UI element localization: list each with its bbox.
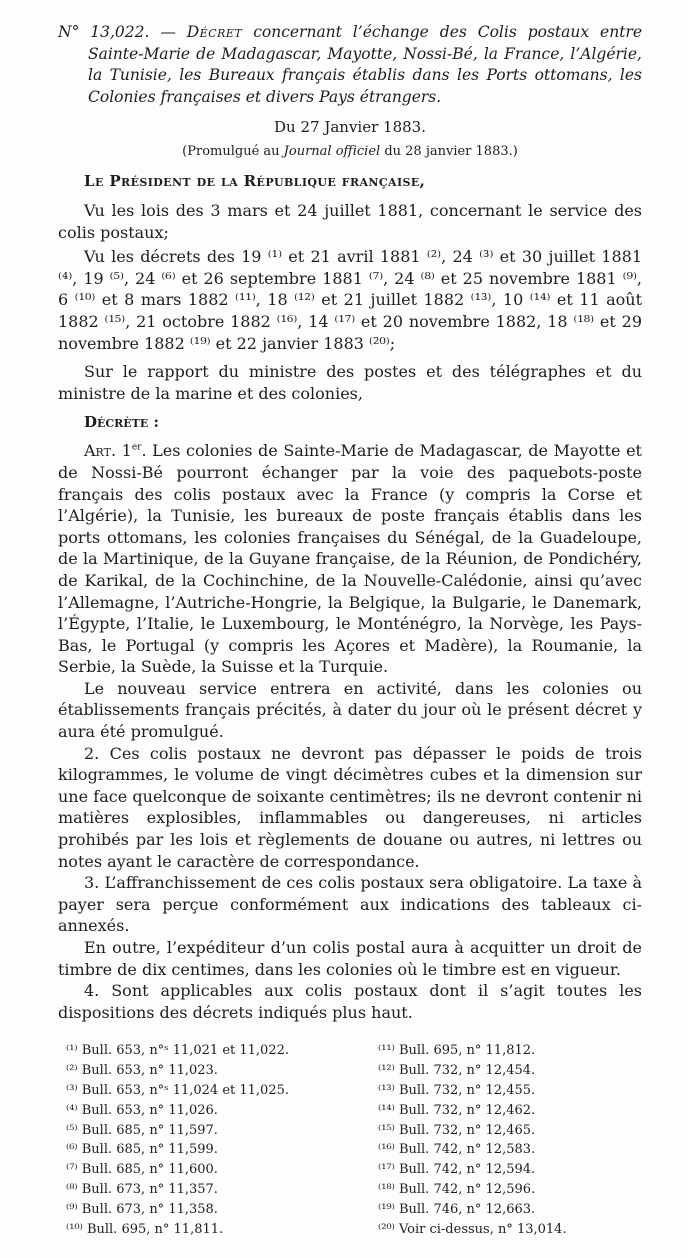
footnote-item: ⁽¹⁶⁾ Bull. 742, n° 12,583. bbox=[378, 1142, 536, 1158]
footnotes bbox=[58, 1041, 642, 1239]
date-line: Du 27 Janvier 1883. bbox=[274, 118, 426, 136]
decree-number: N° 13,022. bbox=[58, 23, 150, 41]
footnote-item: ⁽⁸⁾ Bull. 673, n° 11,357. bbox=[66, 1181, 218, 1197]
article-1-text: . Les colonies de Sainte-Marie de Madagascar, de Mayotte et de Nossi-Bé pourront échanger par la voie des paquebots-poste français des colis postaux avec la France (y compris la Corse et l’Algérie), la Tunisie, les bureaux de poste français établis dans les ports ottomans, les colonies françaises du Sénégal, de la Guadeloupe, de la Martinique, de la Guyane française, de la Réunion, de Pondichéry, de Karikal, de la Cochinchine, de la Nouvelle-Calédonie, ainsi qu’avec l’Allemagne, l’Autriche-Hongrie, la Belgique, la Bulgarie, le Danemark, l’Égypte, l’Italie, le Luxembourg, le Monténégro, la Norvège, les Pays-Bas, le Portugal (y compris les Açores et Madère), la Roumanie, la Serbie, la Suède, la Suisse et la Turquie. bbox=[58, 441, 642, 677]
article-1-label: Art. 1 bbox=[84, 441, 132, 461]
paragraph-article-3: 3. L’affranchissement de ces colis postaux sera obligatoire. La taxe à payer sera perçue conformément aux indications des tableaux ci-annexés. bbox=[58, 873, 642, 936]
header-dash: — bbox=[149, 23, 187, 41]
footnotes-left-column bbox=[58, 1041, 366, 1239]
footnote-item: ⁽¹⁴⁾ Bull. 732, n° 12,462. bbox=[378, 1102, 536, 1118]
president-salutation: Le Président de la République française, bbox=[84, 172, 426, 190]
footnote-item: ⁽¹⁷⁾ Bull. 742, n° 12,594. bbox=[378, 1162, 536, 1178]
footnote-item: ⁽¹⁹⁾ Bull. 746, n° 12,663. bbox=[378, 1201, 536, 1217]
paragraph-rapport: Sur le rapport du ministre des postes et des télégraphes et du ministre de la marine et des colonies, bbox=[58, 362, 642, 403]
paragraph-vu-lois: Vu les lois des 3 mars et 24 juillet 1881, concernant le service des colis postaux; bbox=[58, 201, 642, 242]
decree-keyword: Décret bbox=[186, 23, 243, 41]
footnote-item: ⁽⁹⁾ Bull. 673, n° 11,358. bbox=[66, 1201, 218, 1217]
footnote-item: ⁽²⁰⁾ Voir ci-dessus, n° 13,014. bbox=[378, 1221, 567, 1237]
decree-title: concernant l’échange des Colis postaux entre Sainte-Marie de Madagascar, Mayotte, Nossi-Bé, la France, l’Algérie, la Tunisie, les Bureaux français établis dans les Ports ottomans, les Colonies françaises et divers Pays étrangers. bbox=[88, 23, 643, 106]
footnote-item: ⁽¹⁾ Bull. 653, n°ˢ 11,021 et 11,022. bbox=[66, 1043, 289, 1059]
footnote-item: ⁽¹²⁾ Bull. 732, n° 12,454. bbox=[378, 1063, 536, 1079]
footnote-item: ⁽³⁾ Bull. 653, n°ˢ 11,024 et 11,025. bbox=[66, 1082, 289, 1098]
decree-header bbox=[58, 22, 642, 108]
footnote-item: ⁽⁴⁾ Bull. 653, n° 11,026. bbox=[66, 1102, 218, 1118]
footnote-item: ⁽¹⁰⁾ Bull. 695, n° 11,811. bbox=[66, 1221, 224, 1237]
footnote-item: ⁽⁷⁾ Bull. 685, n° 11,600. bbox=[66, 1162, 218, 1178]
footnote-item: ⁽¹⁵⁾ Bull. 732, n° 12,465. bbox=[378, 1122, 536, 1138]
paragraph-article-2: 2. Ces colis postaux ne devront pas dépasser le poids de trois kilogrammes, le volume de vingt décimètres cubes et la dimension sur une face quelconque de soixante centimètres; ils ne devront contenir ni matières explosibles, inflammables ou dangereuses, ni articles prohibés par les lois et règlements de douane ou autres, ni lettres ou notes ayant le caractère de correspondance. bbox=[58, 743, 642, 871]
paragraph-en-outre: En outre, l’expéditeur d’un colis postal aura à acquitter un droit de timbre de dix centimes, dans les colonies où le timbre est en vigueur. bbox=[58, 938, 642, 979]
footnote-item: ⁽¹¹⁾ Bull. 695, n° 11,812. bbox=[378, 1043, 536, 1059]
promulgation-prefix: (Promulgué au bbox=[182, 144, 284, 159]
journal-officiel-reference: Journal officiel bbox=[283, 144, 381, 159]
footnote-item: ⁽¹⁸⁾ Bull. 742, n° 12,596. bbox=[378, 1181, 536, 1197]
footnote-item: ⁽⁵⁾ Bull. 685, n° 11,597. bbox=[66, 1122, 218, 1138]
footnote-item: ⁽²⁾ Bull. 653, n° 11,023. bbox=[66, 1063, 218, 1079]
footnotes-right-column bbox=[366, 1041, 642, 1239]
paragraph-article-1 bbox=[58, 440, 642, 678]
footnote-item: ⁽⁶⁾ Bull. 685, n° 11,599. bbox=[66, 1142, 218, 1158]
paragraph-article-4: 4. Sont applicables aux colis postaux dont il s’agit toutes les dispositions des décrets indiqués plus haut. bbox=[58, 981, 642, 1022]
footnote-item: ⁽¹³⁾ Bull. 732, n° 12,455. bbox=[378, 1082, 536, 1098]
decrete-line: Décrète : bbox=[84, 413, 160, 432]
paragraph-nouveau-service: Le nouveau service entrera en activité, dans les colonies ou établissements français précités, à dater du jour où le présent décret y aura été promulgué. bbox=[58, 678, 642, 742]
paragraph-vu-decrets: Vu les décrets des 19 ⁽¹⁾ et 21 avril 1881 ⁽²⁾, 24 ⁽³⁾ et 30 juillet 1881 ⁽⁴⁾, 19 ⁽⁵⁾, 24 ⁽⁶⁾ et 26 septembre 1881 ⁽⁷⁾, 24 ⁽⁸⁾ et 25 novembre 1881 ⁽⁹⁾, 6 ⁽¹⁰⁾ et 8 mars 1882 ⁽¹¹⁾, 18 ⁽¹²⁾ et 21 juillet 1882 ⁽¹³⁾, 10 ⁽¹⁴⁾ et 11 août 1882 ⁽¹⁵⁾, 21 octobre 1882 ⁽¹⁶⁾, 14 ⁽¹⁷⁾ et 20 novembre 1882, 18 ⁽¹⁸⁾ et 29 novembre 1882 ⁽¹⁹⁾ et 22 janvier 1883 ⁽²⁰⁾; bbox=[58, 247, 642, 353]
article-1-ordinal: er bbox=[131, 443, 142, 454]
promulgation-suffix: du 28 janvier 1883.) bbox=[380, 144, 518, 159]
promulgation-line bbox=[58, 144, 642, 159]
